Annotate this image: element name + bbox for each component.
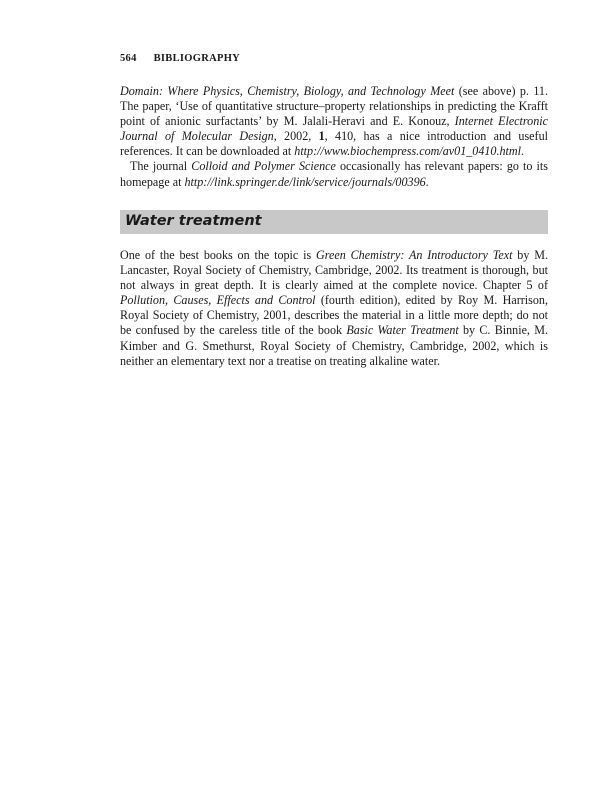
paragraph-text: , 410, has a nice introduction and useful references. It can be downloaded at [120, 129, 548, 159]
paragraph-text: by M. Lancaster, Royal Society of Chemistry, Cambridge, 2002. Its treatment is thorough, but not always in great depth. It is clearly aimed at the complete novice. Chapter 5 of [120, 248, 549, 293]
book-title: Green Chemistry: An Introductory Text [316, 248, 513, 262]
text-block-water-treatment [120, 248, 548, 369]
volume-number: 1 [318, 129, 325, 144]
paragraph-text: (fourth edition), edited by Roy M. Harrison, Royal Society of Chemistry, 2001, describes the material in a little more depth; do not be confused by the careless title of the book [120, 293, 548, 338]
url-link: http://link.springer.de/link/service/journals/00396 [184, 174, 426, 189]
book-title: Domain: Where Physics, Chemistry, Biology, and Technology Meet [120, 84, 455, 98]
paragraph-text: , 2002, [273, 129, 319, 144]
paragraph-colloid-journal [120, 159, 548, 189]
book-title: Basic Water Treatment [346, 323, 459, 338]
page-number: 564 [120, 53, 137, 64]
book-title: Pollution, Causes, Effects and Control [120, 293, 316, 308]
section-title: Water treatment [125, 213, 262, 229]
running-title: BIBLIOGRAPHY [153, 53, 241, 64]
text-block-top [120, 84, 548, 190]
paragraph-text: The journal [130, 159, 192, 174]
paragraph-text: by C. Binnie, M. Kimber and G. Smethurst, Royal Society of Chemistry, Cambridge, 2002, which is neither an elementary text nor a treatise on treating alkaline water. [120, 323, 548, 368]
running-head [120, 53, 240, 64]
paragraph-text: (see above) p. 11. The paper, ‘Use of quantitative structure–property relationships in predicting the Krafft point of anionic surfactants’ by M. Jalali-Heravi and E. Konouz, [120, 84, 548, 129]
journal-title: Internet Electronic Journal of Molecular Design [120, 114, 548, 144]
paragraph-water-treatment [120, 248, 548, 369]
journal-title: Colloid and Polymer Science [191, 159, 336, 174]
paragraph-text: . [425, 174, 429, 189]
paragraph-domain-reference [120, 84, 548, 159]
paragraph-text: One of the best books on the topic is [120, 248, 316, 262]
section-heading-bar [120, 210, 548, 234]
paragraph-text: . [521, 144, 525, 159]
paragraph-text: occasionally has relevant papers: go to its homepage at [120, 159, 548, 189]
url-link: http://www.biochempress.com/av01_0410.html [294, 144, 522, 159]
